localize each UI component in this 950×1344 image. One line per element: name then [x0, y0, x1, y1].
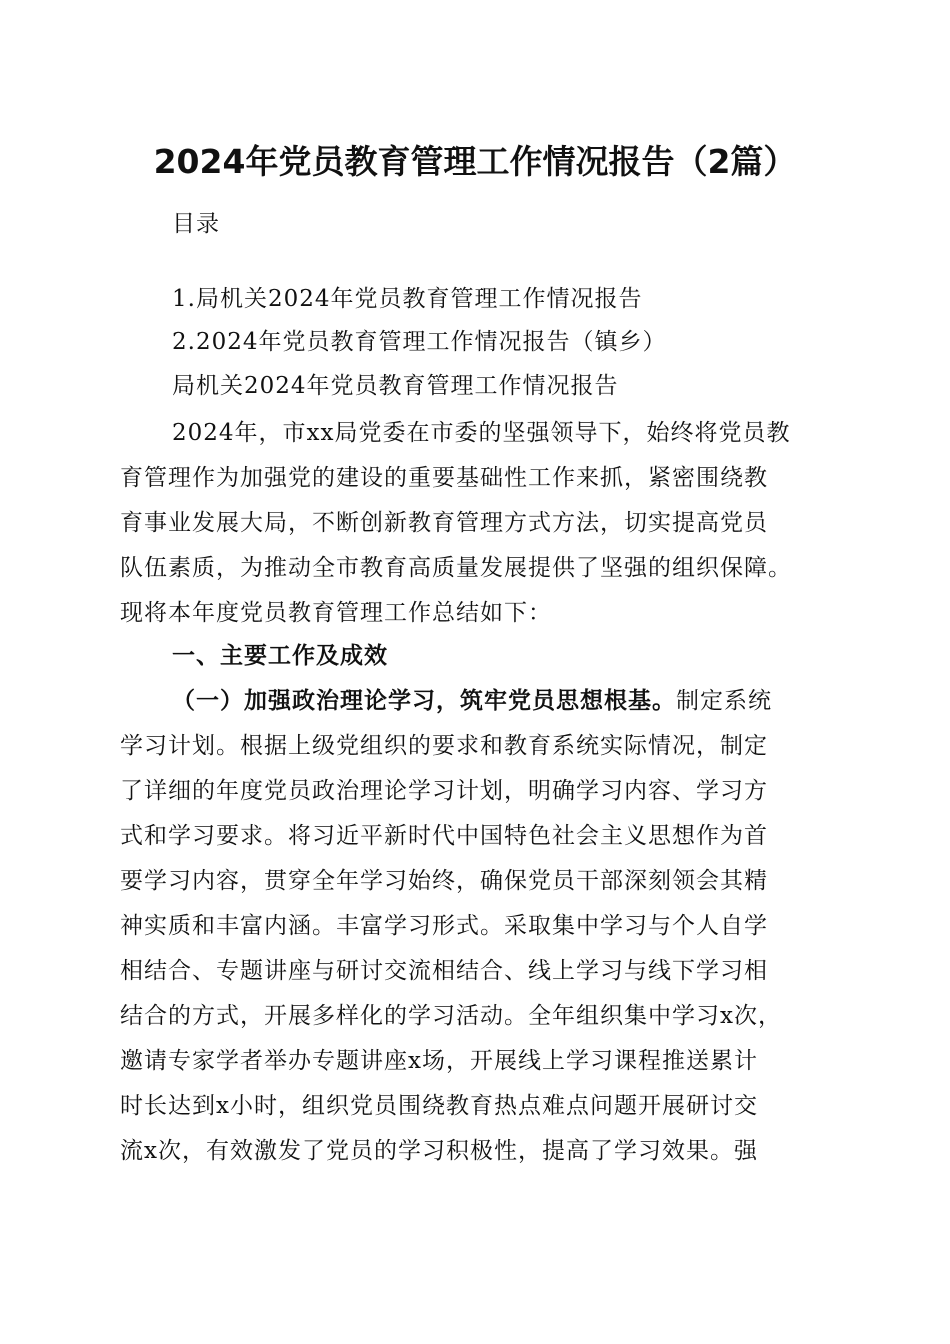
intro-line-5: 现将本年度党员教育管理工作总结如下：: [120, 600, 552, 626]
body-line-1: 学习计划。根据上级党组织的要求和教育系统实际情况，制定: [120, 733, 768, 759]
intro-line-3: 育事业发展大局，不断创新教育管理方式方法，切实提高党员: [120, 510, 768, 536]
subsection-first-line-rest: 制定系统: [676, 688, 772, 714]
section-heading: 一、主要工作及成效: [172, 643, 388, 669]
subsection-first-line: [172, 686, 772, 716]
body-line-6: 相结合、专题讲座与研讨交流相结合、线上学习与线下学习相: [120, 958, 768, 984]
body-line-5: 神实质和丰富内涵。丰富学习形式。采取集中学习与个人自学: [120, 913, 768, 939]
toc-item-2: 2.2024年党员教育管理工作情况报告（镇乡）: [172, 329, 667, 355]
body-line-4: 要学习内容，贯穿全年学习始终，确保党员干部深刻领会其精: [120, 868, 768, 894]
body-line-10: 流x次，有效激发了党员的学习积极性，提高了学习效果。强: [120, 1138, 758, 1164]
body-line-7: 结合的方式，开展多样化的学习活动。全年组织集中学习x次，: [120, 1003, 782, 1029]
intro-line-4: 队伍素质，为推动全市教育高质量发展提供了坚强的组织保障。: [120, 555, 792, 581]
body-line-3: 式和学习要求。将习近平新时代中国特色社会主义思想作为首: [120, 823, 768, 849]
toc-item-1: 1.局机关2024年党员教育管理工作情况报告: [172, 286, 643, 312]
toc-label: 目录: [172, 211, 220, 237]
intro-line-2: 育管理作为加强党的建设的重要基础性工作来抓，紧密围绕教: [120, 465, 768, 491]
subsection-heading: （一）加强政治理论学习，筑牢党员思想根基。: [172, 687, 676, 714]
body-line-8: 邀请专家学者举办专题讲座x场，开展线上学习课程推送累计: [120, 1048, 758, 1074]
intro-line-1: 2024年，市xx局党委在市委的坚强领导下，始终将党员教: [172, 420, 791, 446]
article-title: 局机关2024年党员教育管理工作情况报告: [172, 373, 619, 399]
body-line-9: 时长达到x小时，组织党员围绕教育热点难点问题开展研讨交: [120, 1093, 758, 1119]
document-title: 2024年党员教育管理工作情况报告（2篇）: [153, 142, 797, 181]
body-line-2: 了详细的年度党员政治理论学习计划，明确学习内容、学习方: [120, 778, 768, 804]
